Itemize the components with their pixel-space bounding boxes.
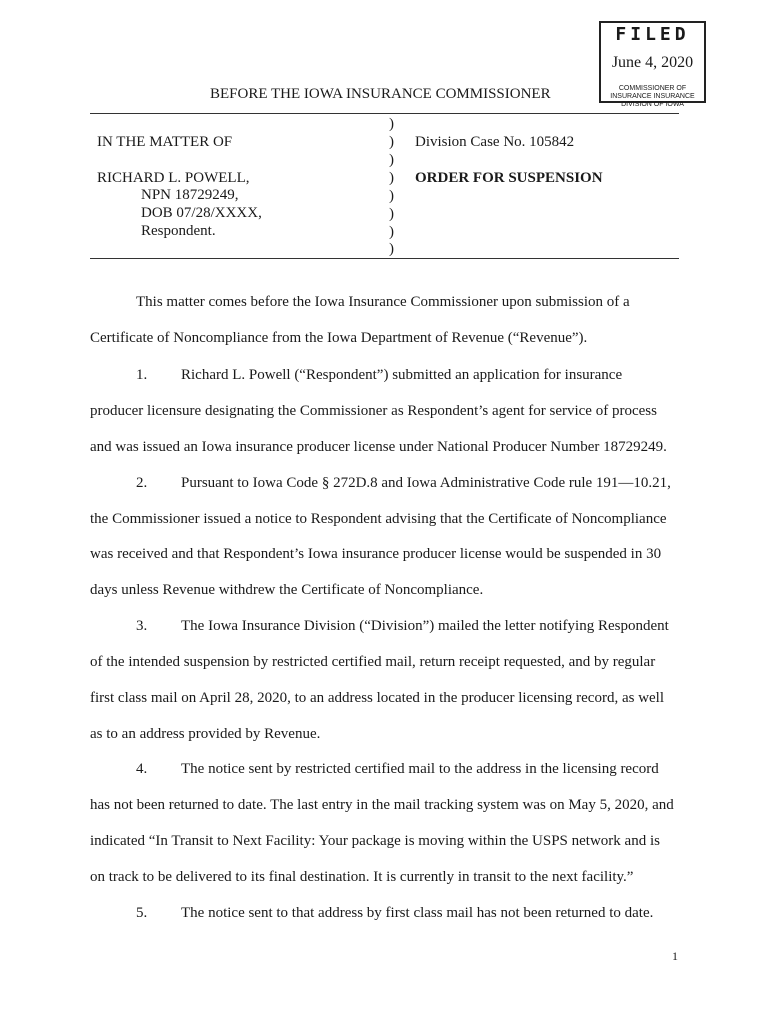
caption-paren: ) bbox=[389, 241, 394, 257]
intro-line: Certificate of Noncompliance from the Iowa Department of Revenue (“Revenue”). bbox=[90, 330, 588, 346]
caption-dob: DOB 07/28/XXXX, bbox=[141, 205, 262, 221]
caption-bottom-rule bbox=[90, 258, 679, 259]
paragraph-line: as to an address provided by Revenue. bbox=[90, 726, 321, 742]
caption-respondent-name: RICHARD L. POWELL, bbox=[97, 170, 250, 186]
stamp-title: FILED bbox=[615, 24, 690, 45]
filed-stamp bbox=[599, 21, 706, 108]
caption-paren: ) bbox=[389, 134, 394, 150]
caption-top-rule bbox=[90, 113, 679, 114]
paragraph-line: has not been returned to date. The last entry in the mail tracking system was on May 5, 2020, and bbox=[90, 797, 674, 813]
paragraph-line: The Iowa Insurance Division (“Division”) mailed the letter notifying Respondent bbox=[181, 618, 669, 634]
paragraph-line: the Commissioner issued a notice to Respondent advising that the Certificate of Noncompliance bbox=[90, 511, 667, 527]
paragraph-line: The notice sent to that address by first class mail has not been returned to date. bbox=[181, 905, 654, 921]
paragraph-line: and was issued an Iowa insurance producer license under National Producer Number 18729249. bbox=[90, 439, 667, 455]
page-number: 1 bbox=[672, 949, 678, 963]
paragraph-number: 3. bbox=[136, 618, 148, 634]
caption-npn: NPN 18729249, bbox=[141, 187, 239, 203]
intro-line: This matter comes before the Iowa Insurance Commissioner upon submission of a bbox=[136, 294, 630, 310]
case-number: Division Case No. 105842 bbox=[415, 134, 575, 150]
paragraph-line: The notice sent by restricted certified mail to the address in the licensing record bbox=[181, 761, 659, 777]
caption-role: Respondent. bbox=[141, 223, 216, 239]
paragraph-line: on track to be delivered to its final destination. It is currently in transit to the next facility.” bbox=[90, 869, 634, 885]
caption-matter: IN THE MATTER OF bbox=[97, 134, 233, 150]
caption-paren: ) bbox=[389, 224, 394, 240]
caption-paren: ) bbox=[389, 188, 394, 204]
paragraph-number: 4. bbox=[136, 761, 148, 777]
paragraph-line: Richard L. Powell (“Respondent”) submitted an application for insurance bbox=[181, 367, 623, 383]
paragraph-number: 2. bbox=[136, 475, 148, 491]
paragraph-number: 1. bbox=[136, 367, 148, 383]
paragraph-line: was received and that Respondent’s Iowa insurance producer license would be suspended in 30 bbox=[90, 546, 662, 562]
paragraph-line: indicated “In Transit to Next Facility: Your package is moving within the USPS network and is bbox=[90, 833, 660, 849]
caption-paren: ) bbox=[389, 206, 394, 222]
stamp-agency: COMMISSIONER OF INSURANCE INSURANCE DIVISION OF IOWA bbox=[610, 85, 695, 108]
caption-paren: ) bbox=[389, 170, 394, 186]
paragraph-line: Pursuant to Iowa Code § 272D.8 and Iowa Administrative Code rule 191—10.21, bbox=[181, 475, 671, 491]
stamp-date: June 4, 2020 bbox=[611, 54, 694, 71]
caption-paren: ) bbox=[389, 116, 394, 132]
paragraph-line: producer licensure designating the Commissioner as Respondent’s agent for service of process bbox=[90, 403, 657, 419]
court-heading: BEFORE THE IOWA INSURANCE COMMISSIONER bbox=[210, 86, 551, 102]
paragraph-line: days unless Revenue withdrew the Certificate of Noncompliance. bbox=[90, 582, 484, 598]
caption-paren: ) bbox=[389, 152, 394, 168]
paragraph-line: of the intended suspension by restricted certified mail, return receipt requested, and by regular bbox=[90, 654, 656, 670]
paragraph-number: 5. bbox=[136, 905, 148, 921]
paragraph-line: first class mail on April 28, 2020, to an address located in the producer licensing record, as well bbox=[90, 690, 665, 706]
document-title: ORDER FOR SUSPENSION bbox=[415, 170, 603, 186]
